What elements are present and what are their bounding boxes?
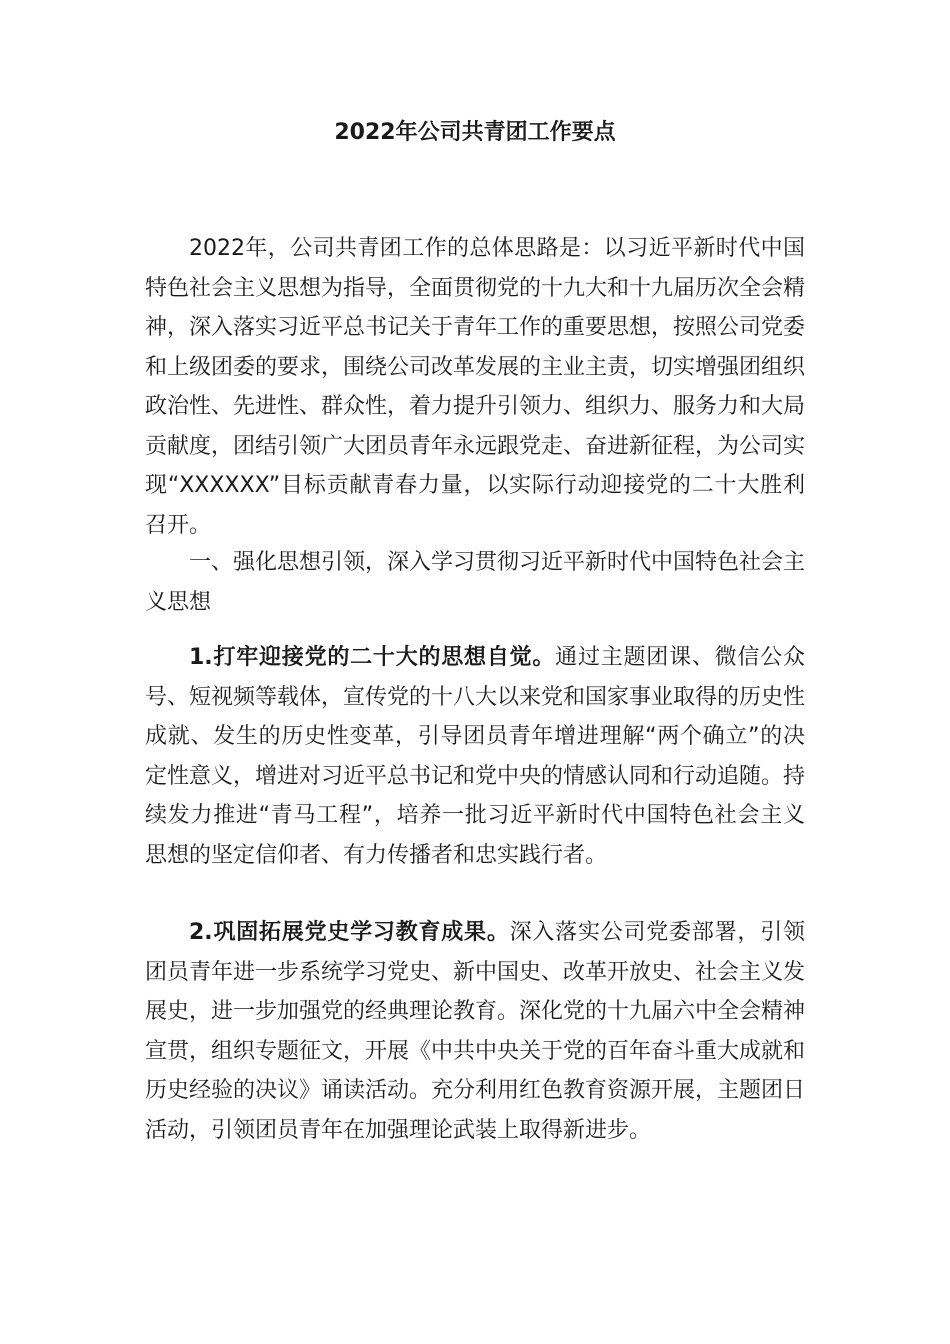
paragraph-item-2-lead: 2.巩固拓展党史学习教育成果。 xyxy=(189,920,510,945)
section-heading-1-text: 一、强化思想引领，深入学习贯彻习近平新时代中国特色社会主义思想 xyxy=(145,550,806,615)
paragraph-overview-text: 2022年，公司共青团工作的总体思路是：以习近平新时代中国特色社会主义思想为指导，全面贯彻党的十九大和十九届历次全会精神，深入落实习近平总书记关于青年工作的重要思想，按照公司党委和上级团委的要求，围绕公司改革发展的主业主责，切实增强团组织政治性、先进性、群众性，着力提升引领力、组织力、服务力和大局贡献度，团结引领广大团员青年永远跟党走、奋进新征程，为公司实现“XXXXXX”目标贡献青春力量，以实际行动迎接党的二十大胜利召开。 xyxy=(145,236,806,538)
section-heading-1 xyxy=(145,543,805,622)
paragraph-item-1-text: 通过主题团课、微信公众号、短视频等载体，宣传党的十八大以来党和国家事业取得的历史性成就、发生的历史性变革，引导团员青年增进理解“两个确立”的决定性意义，增进对习近平总书记和党中央的情感认同和行动追随。持续发力推进“青马工程”，培养一批习近平新时代中国特色社会主义思想的坚定信仰者、有力传播者和忠实践行者。 xyxy=(145,645,806,868)
paragraph-item-1 xyxy=(145,638,805,875)
paragraph-overview xyxy=(145,229,805,545)
paragraph-item-1-lead: 1.打牢迎接党的二十大的思想自觉。 xyxy=(189,645,556,670)
paragraph-item-2 xyxy=(145,913,805,1150)
paragraph-item-2-text: 深入落实公司党委部署，引领团员青年进一步系统学习党史、新中国史、改革开放史、社会主义发展史，进一步加强党的经典理论教育。深化党的十九届六中全会精神宣贯，组织专题征文，开展《中共中央关于党的百年奋斗重大成就和历史经验的决议》诵读活动。充分利用红色教育资源开展，主题团日活动，引领团员青年在加强理论武装上取得新进步。 xyxy=(145,920,806,1143)
document-title: 2022年公司共青团工作要点 xyxy=(334,120,616,145)
